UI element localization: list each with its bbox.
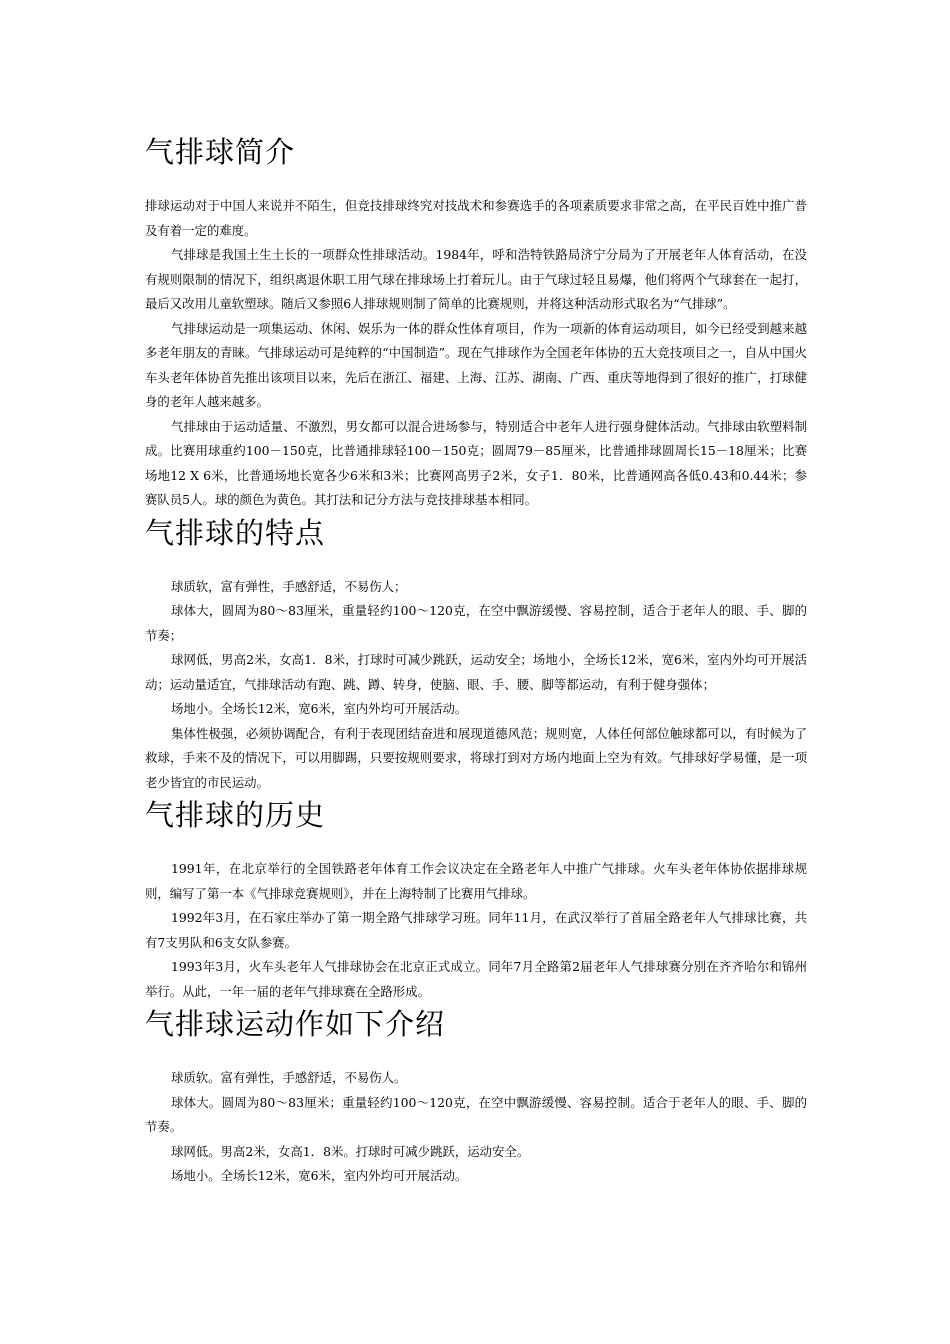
paragraph: 球质软。富有弹性，手感舒适，不易伤人。 bbox=[171, 1070, 407, 1085]
paragraph: 球体大，圆周为80～83厘米，重量轻约100～120克，在空中飘游缓慢、容易控制，适合于老年人的眼、手、脚的节奏； bbox=[145, 603, 807, 643]
paragraph: 场地小。全场长12米，宽6米，室内外均可开展活动。 bbox=[171, 701, 468, 716]
section-features bbox=[145, 513, 807, 796]
section-title-history: 气排球的历史 bbox=[145, 798, 326, 832]
paragraph: 球质软，富有弹性，手感舒适，不易伤人； bbox=[171, 578, 407, 594]
section-title-features: 气排球的特点 bbox=[145, 515, 326, 550]
section-title-introduction: 气排球简介 bbox=[145, 135, 296, 169]
paragraph: 1992年3月，在石家庄举办了第一期全路气排球学习班。同年11月，在武汉举行了首届全路老年人气排球比赛，共有7支男队和6支女队参赛。 bbox=[145, 910, 807, 950]
paragraph: 1993年3月，火车头老年人气排球协会在北京正式成立。同年7月全路第2届老年人气排球赛分别在齐齐哈尔和锦州举行。从此，一年一届的老年气排球赛在全路形成。 bbox=[145, 959, 807, 999]
paragraph: 集体性极强，必须协调配合，有利于表现团结奋进和展现道德风范；规则宽，人体任何部位触球都可以，有时候为了救球，手来不及的情况下，可以用脚踢，只要按规则要求，将球打到对方场内地面上空为有效。气排球好学易懂，是一项老少皆宜的市民运动。 bbox=[145, 725, 807, 790]
paragraph: 1991年，在北京举行的全国铁路老年体育工作会议决定在全路老年人中推广气排球。火车头老年体协依据排球规则，编写了第一本《气排球竞赛规则》，并在上海特制了比赛用气排球。 bbox=[145, 861, 807, 901]
section-history bbox=[145, 795, 807, 1004]
paragraph: 球网低。男高2米，女高1．8米。打球时可减少跳跃，运动安全。 bbox=[171, 1143, 530, 1159]
section-introduction bbox=[145, 132, 807, 513]
section-summary bbox=[145, 1004, 807, 1189]
document-page bbox=[145, 132, 807, 1189]
paragraph: 气排球由于运动适量、不激烈，男女都可以混合进场参与，特别适合中老年人进行强身健体活动。气排球由软塑料制成。比赛用球重约100－150克，比普通排球轻100－150克；圆周79－85厘米，比普通排球圆周长15－18厘米；比赛场地12 X 6米，比普通场地长宽各少6米和3米；比赛网高男子2米，女子1．80米，比普通网高各低0.43和0.44米；参赛队员5人。球的颜色为黄色。其打法和记分方法与竞技排球基本相同。 bbox=[145, 418, 807, 507]
paragraph: 场地小。全场长12米，宽6米，室内外均可开展活动。 bbox=[171, 1168, 468, 1183]
section-title-summary: 气排球运动作如下介绍 bbox=[145, 1007, 446, 1041]
paragraph: 气排球是我国土生土长的一项群众性排球活动。1984年，呼和浩特铁路局济宁分局为了开展老年人体育活动，在没有规则限制的情况下，组织离退休职工用气球在排球场上打着玩儿。由于气球过轻且易爆，他们将两个气球套在一起打，最后又改用儿童软塑球。随后又参照6人排球规则制了简单的比赛规则，并将这种活动形式取名为“气排球”。 bbox=[145, 247, 807, 311]
paragraph: 排球运动对于中国人来说并不陌生，但竞技排球终究对技战术和参赛选手的各项素质要求非常之高，在平民百姓中推广普及有着一定的难度。 bbox=[145, 198, 807, 238]
paragraph: 球网低，男高2米，女高1．8米，打球时可减少跳跃，运动安全；场地小，全场长12米，宽6米，室内外均可开展活动；运动量适宜，气排球活动有跑、跳、蹲、转身，使脑、眼、手、腰、脚等都运动，有利于健身强体； bbox=[145, 652, 807, 692]
paragraph: 气排球运动是一项集运动、休闲、娱乐为一体的群众性体育项目，作为一项新的体育运动项目，如今已经受到越来越多老年朋友的青睐。气排球运动可是纯粹的“中国制造”。现在气排球作为全国老年体协的五大竞技项目之一，自从中国火车头老年体协首先推出该项目以来，先后在浙江、福建、上海、江苏、湖南、广西、重庆等地得到了很好的推广，打球健身的老年人越来越多。 bbox=[145, 320, 807, 409]
paragraph: 球体大。圆周为80～83厘米；重量轻约100～120克，在空中飘游缓慢、容易控制。适合于老年人的眼、手、脚的节奏。 bbox=[145, 1094, 807, 1134]
